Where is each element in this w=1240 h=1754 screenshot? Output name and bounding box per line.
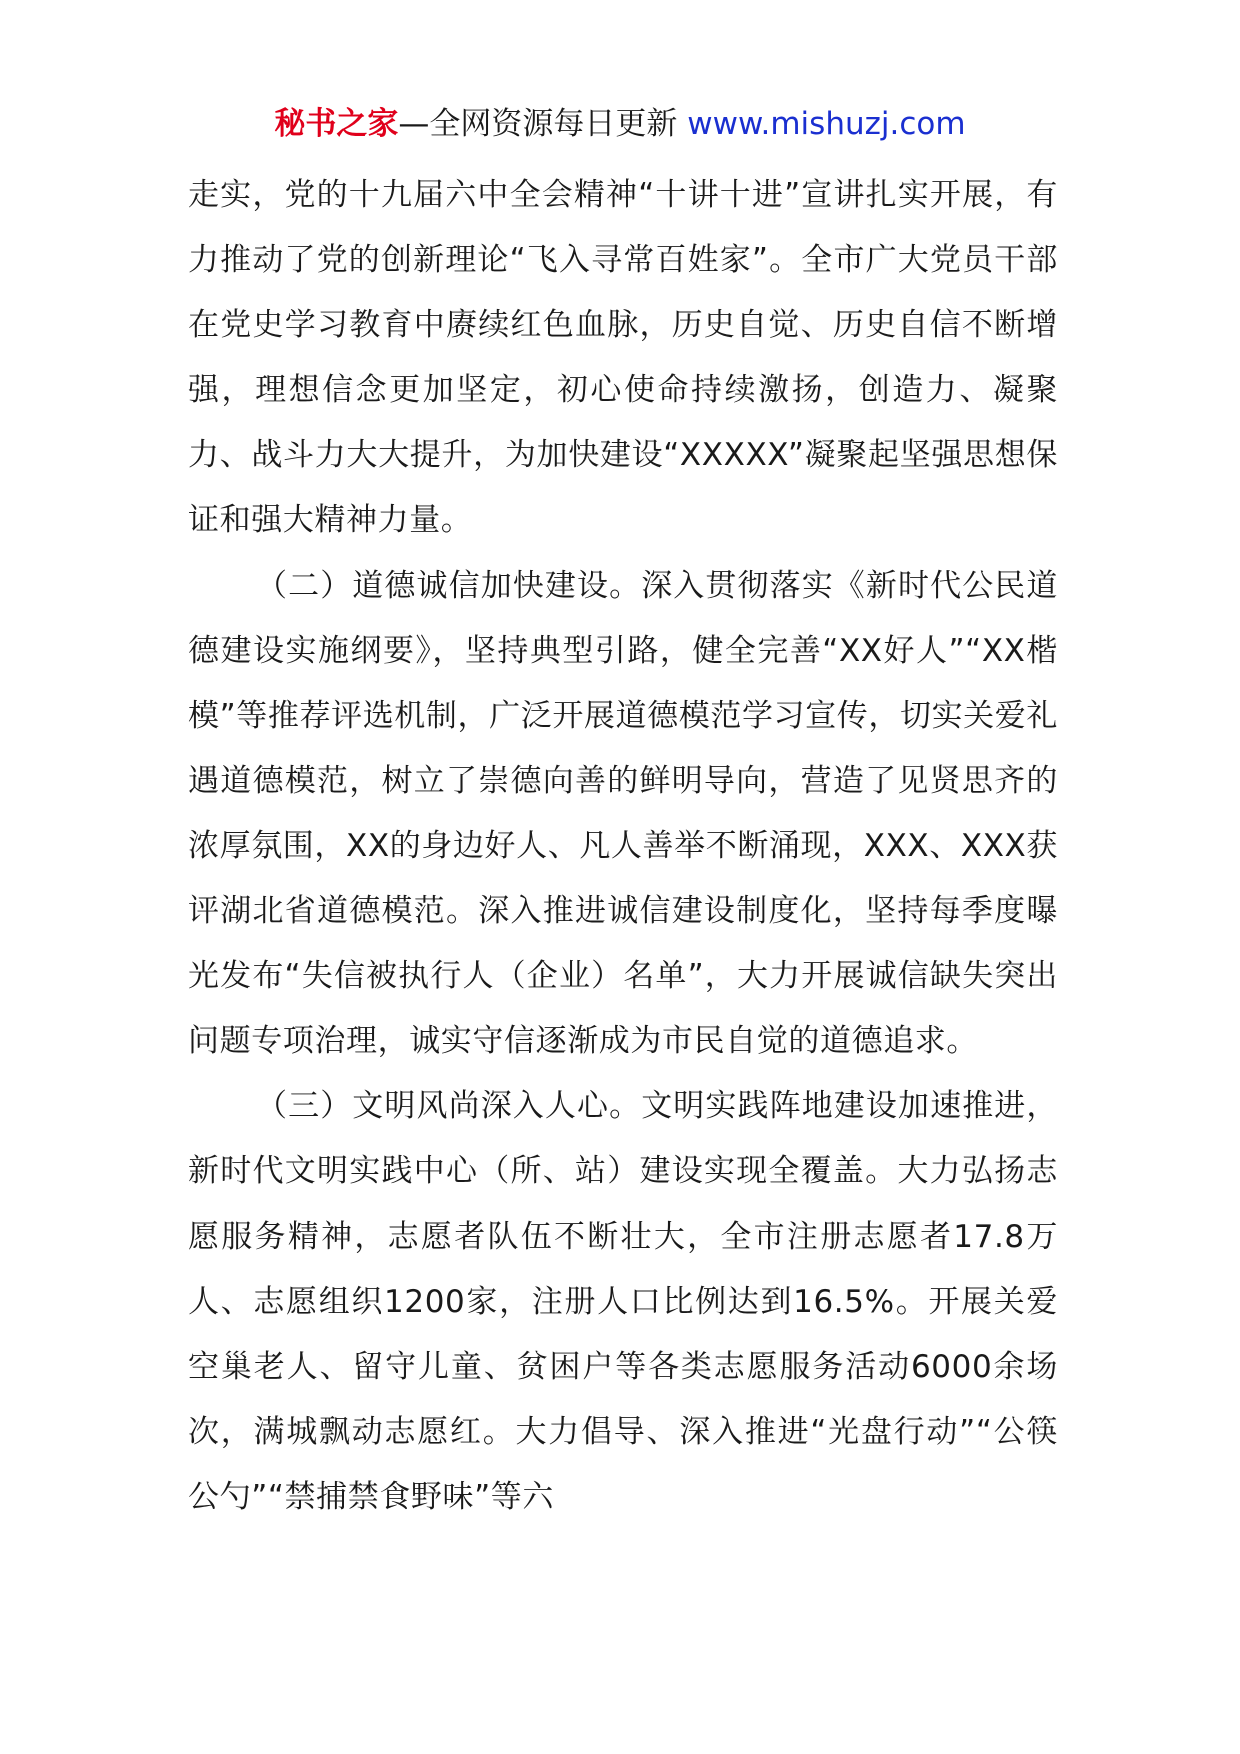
- brand-name: 秘书之家: [274, 106, 399, 142]
- site-url-link[interactable]: www.mishuzj.com: [687, 106, 966, 142]
- paragraph-continued: 走实，党的十九届六中全会精神“十讲十进”宣讲扎实开展，有力推动了党的创新理论“飞入寻常百姓家”。全市广大党员干部在党史学习教育中赓续红色血脉，历史自觉、历史自信不断增强，理想信念更加坚定，初心使命持续激扬，创造力、凝聚力、战斗力大大提升，为加快建设“XXXXX”凝聚起坚强思想保证和强大精神力量。: [188, 177, 1058, 539]
- paragraph-moral-integrity: （二）道德诚信加快建设。深入贯彻落实《新时代公民道德建设实施纲要》，坚持典型引路，健全完善“XX好人”“XX楷模”等推荐评选机制，广泛开展道德模范学习宣传，切实关爱礼遇道德模范，树立了崇德向善的鲜明导向，营造了见贤思齐的浓厚氛围，XX的身边好人、凡人善举不断涌现，XXX、XXX获评湖北省道德模范。深入推进诚信建设制度化，坚持每季度曝光发布“失信被执行人（企业）名单”，大力开展诚信缺失突出问题专项治理，诚实守信逐渐成为市民自觉的道德追求。: [188, 567, 1058, 1060]
- site-header: [0, 100, 1240, 148]
- paragraph-civilization: （三）文明风尚深入人心。文明实践阵地建设加速推进，新时代文明实践中心（所、站）建设实现全覆盖。大力弘扬志愿服务精神，志愿者队伍不断壮大，全市注册志愿者17.8万人、志愿组织1200家，注册人口比例达到16.5%。开展关爱空巢老人、留守儿童、贫困户等各类志愿服务活动6000余场次，满城飘动志愿红。大力倡导、深入推进“光盘行动”“公筷公勺”“禁捕禁食野味”等六: [188, 1088, 1058, 1515]
- header-tagline: —全网资源每日更新: [398, 106, 688, 142]
- document-body: [188, 163, 1058, 1530]
